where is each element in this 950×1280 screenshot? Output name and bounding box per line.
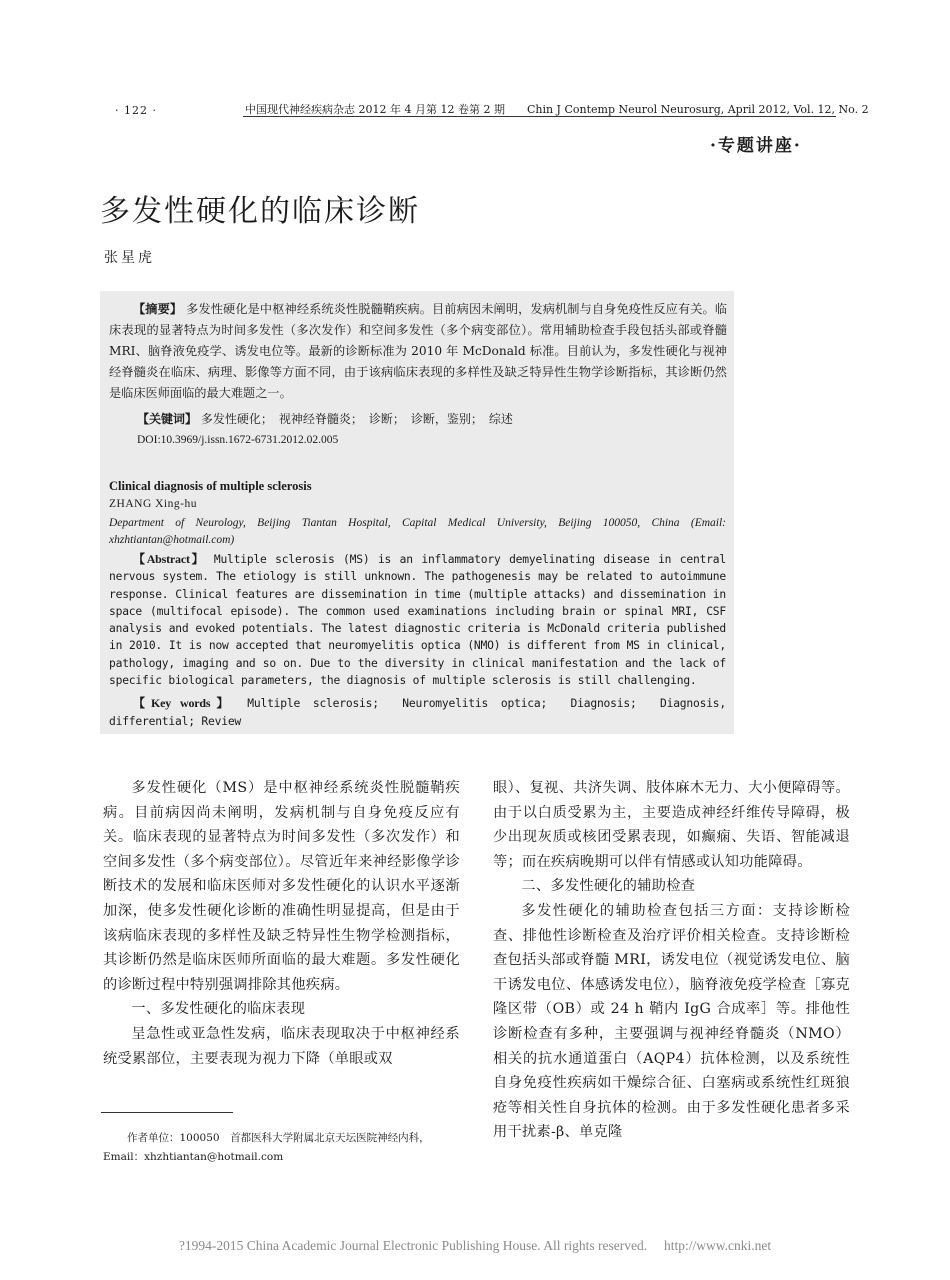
- english-title: Clinical diagnosis of multiple sclerosis: [109, 479, 312, 493]
- section-tag: ·专题讲座·: [710, 136, 802, 156]
- footnote-rule: [101, 1112, 233, 1113]
- english-abstract-label: 【Abstract】: [133, 552, 206, 566]
- page-number: · 122 ·: [115, 104, 157, 117]
- keywords-text: 多发性硬化； 视神经脊髓炎； 诊断； 诊断，鉴别； 综述: [200, 412, 513, 426]
- footnote: [103, 1129, 463, 1167]
- keywords-chinese: [137, 410, 513, 427]
- author-name: 张星虎: [104, 250, 155, 266]
- abstract-text: 多发性硬化是中枢神经系统炎性脱髓鞘疾病。目前病因未阐明，发病机制与自身免疫性反应有关。临床表现的显著特点为时间多发性（多次发作）和空间多发性（多个病变部位）。常用辅助检查手段包括头部或脊髓 MRI、脑脊液免疫学、诱发电位等。最新的诊断标准为 2010 年 McDonald 标准。目前认为，多发性硬化与视神经脊髓炎在临床、病理、影像等方面不同，由于该病临床表现的多样性及缺乏特异性生物学诊断指标，其诊断仍然是临床医师面临的最大难题之一。: [109, 302, 728, 400]
- footnote-affiliation: 作者单位：100050 首都医科大学附属北京天坛医院神经内科，: [127, 1132, 430, 1144]
- section-heading: 一、多发性硬化的临床表现: [131, 1001, 306, 1018]
- body-column-left: [103, 776, 460, 1071]
- body-paragraph: 多发性硬化的辅助检查包括三方面：支持诊断检查、排他性诊断检查及治疗评价相关检查。支持诊断检查包括头部或脊髓 MRI，诱发电位（视觉诱发电位、脑干诱发电位、体感诱发电位），脑脊液免疫学检查［寡克隆区带（OB）或 24 h 鞘内 IgG 合成率］等。排他性诊断检查有多种，主要强调与视神经脊髓炎（NMO）相关的抗水通道蛋白（AQP4）抗体检测，以及系统性自身免疫性疾病如干燥综合征、白塞病或系统性红斑狼疮等相关性自身抗体的检测。由于多发性硬化患者多采用干扰素-β、单克隆: [493, 902, 850, 1141]
- copyright-watermark: ?1994-2015 China Academic Journal Electronic Publishing House. All rights reserved. http://www.cnki.net: [178, 1238, 772, 1253]
- abstract-label: 【摘要】: [133, 302, 183, 316]
- english-keywords-label: 【Key words】: [133, 696, 235, 710]
- abstract-chinese: [109, 299, 727, 404]
- doi: DOI:10.3969/j.issn.1672-6731.2012.02.005: [137, 434, 339, 446]
- english-abstract-text: Multiple sclerosis (MS) is an inflammatory demyelinating disease in central nervous system. The etiology is still unknown. The pathogenesis may be related to autoimmune response. Clinical features are dissemination in time (multiple attacks) and dissemination in space (multifocal episode). The common used examinations including brain or spinal MRI, CSF analysis and evoked potentials. The latest diagnostic criteria is McDonald criteria published in 2010. It is now accepted that neuromyelitis optica (NMO) is different from MS in clinical, pathology, imaging and so on. Due to the diversity in clinical manifestation and the lack of specific biological parameters, the diagnosis of multiple sclerosis is still challenging.: [109, 553, 726, 688]
- body-paragraph: 眼）、复视、共济失调、肢体麻木无力、大小便障碍等。由于以白质受累为主，主要造成神经纤维传导障碍，极少出现灰质或核团受累表现，如癫痫、失语、智能减退等；而在疾病晚期可以伴有情感或认知功能障碍。: [493, 780, 850, 870]
- keywords-label: 【关键词】: [137, 412, 198, 426]
- english-affiliation: Department of Neurology, Beijing Tiantan Hospital, Capital Medical University, Beijing 100050, China (Email: xhzhtiantan@hotmail.com): [109, 517, 726, 546]
- body-paragraph: 呈急性或亚急性发病，临床表现取决于中枢神经系统受累部位，主要表现为视力下降（单眼或双: [103, 1025, 460, 1067]
- english-keywords-text: Multiple sclerosis; Neuromyelitis optica; Diagnosis; Diagnosis, differential; Review: [109, 697, 727, 728]
- journal-citation-line: 中国现代神经疾病杂志 2012 年 4 月第 12 卷第 2 期 Chin J Contemp Neurol Neurosurg, April 2012, Vol. 12, No. 2: [245, 103, 869, 116]
- paper-title: 多发性硬化的临床诊断: [100, 194, 420, 229]
- english-abstract: [109, 551, 726, 689]
- header-rule: [243, 116, 836, 117]
- footnote-email: Email：xhzhtiantan@hotmail.com: [103, 1151, 284, 1163]
- body-paragraph: 多发性硬化（MS）是中枢神经系统炎性脱髓鞘疾病。目前病因尚未阐明，发病机制与自身免疫反应有关。临床表现的显著特点为时间多发性（多次发作）和空间多发性（多个病变部位）。尽管近年来神经影像学诊断技术的发展和临床医师对多发性硬化的认识水平逐渐加深，使多发性硬化诊断的准确性明显提高，但是由于该病临床表现的多样性及缺乏特异性生物学检测指标，其诊断仍然是临床医师所面临的最大难题。多发性硬化的诊断过程中特别强调排除其他疾病。: [103, 780, 460, 993]
- section-heading: 二、多发性硬化的辅助检查: [521, 878, 696, 895]
- english-author: ZHANG Xing-hu: [109, 498, 197, 510]
- body-column-right: [493, 776, 850, 1145]
- english-keywords: [109, 695, 726, 730]
